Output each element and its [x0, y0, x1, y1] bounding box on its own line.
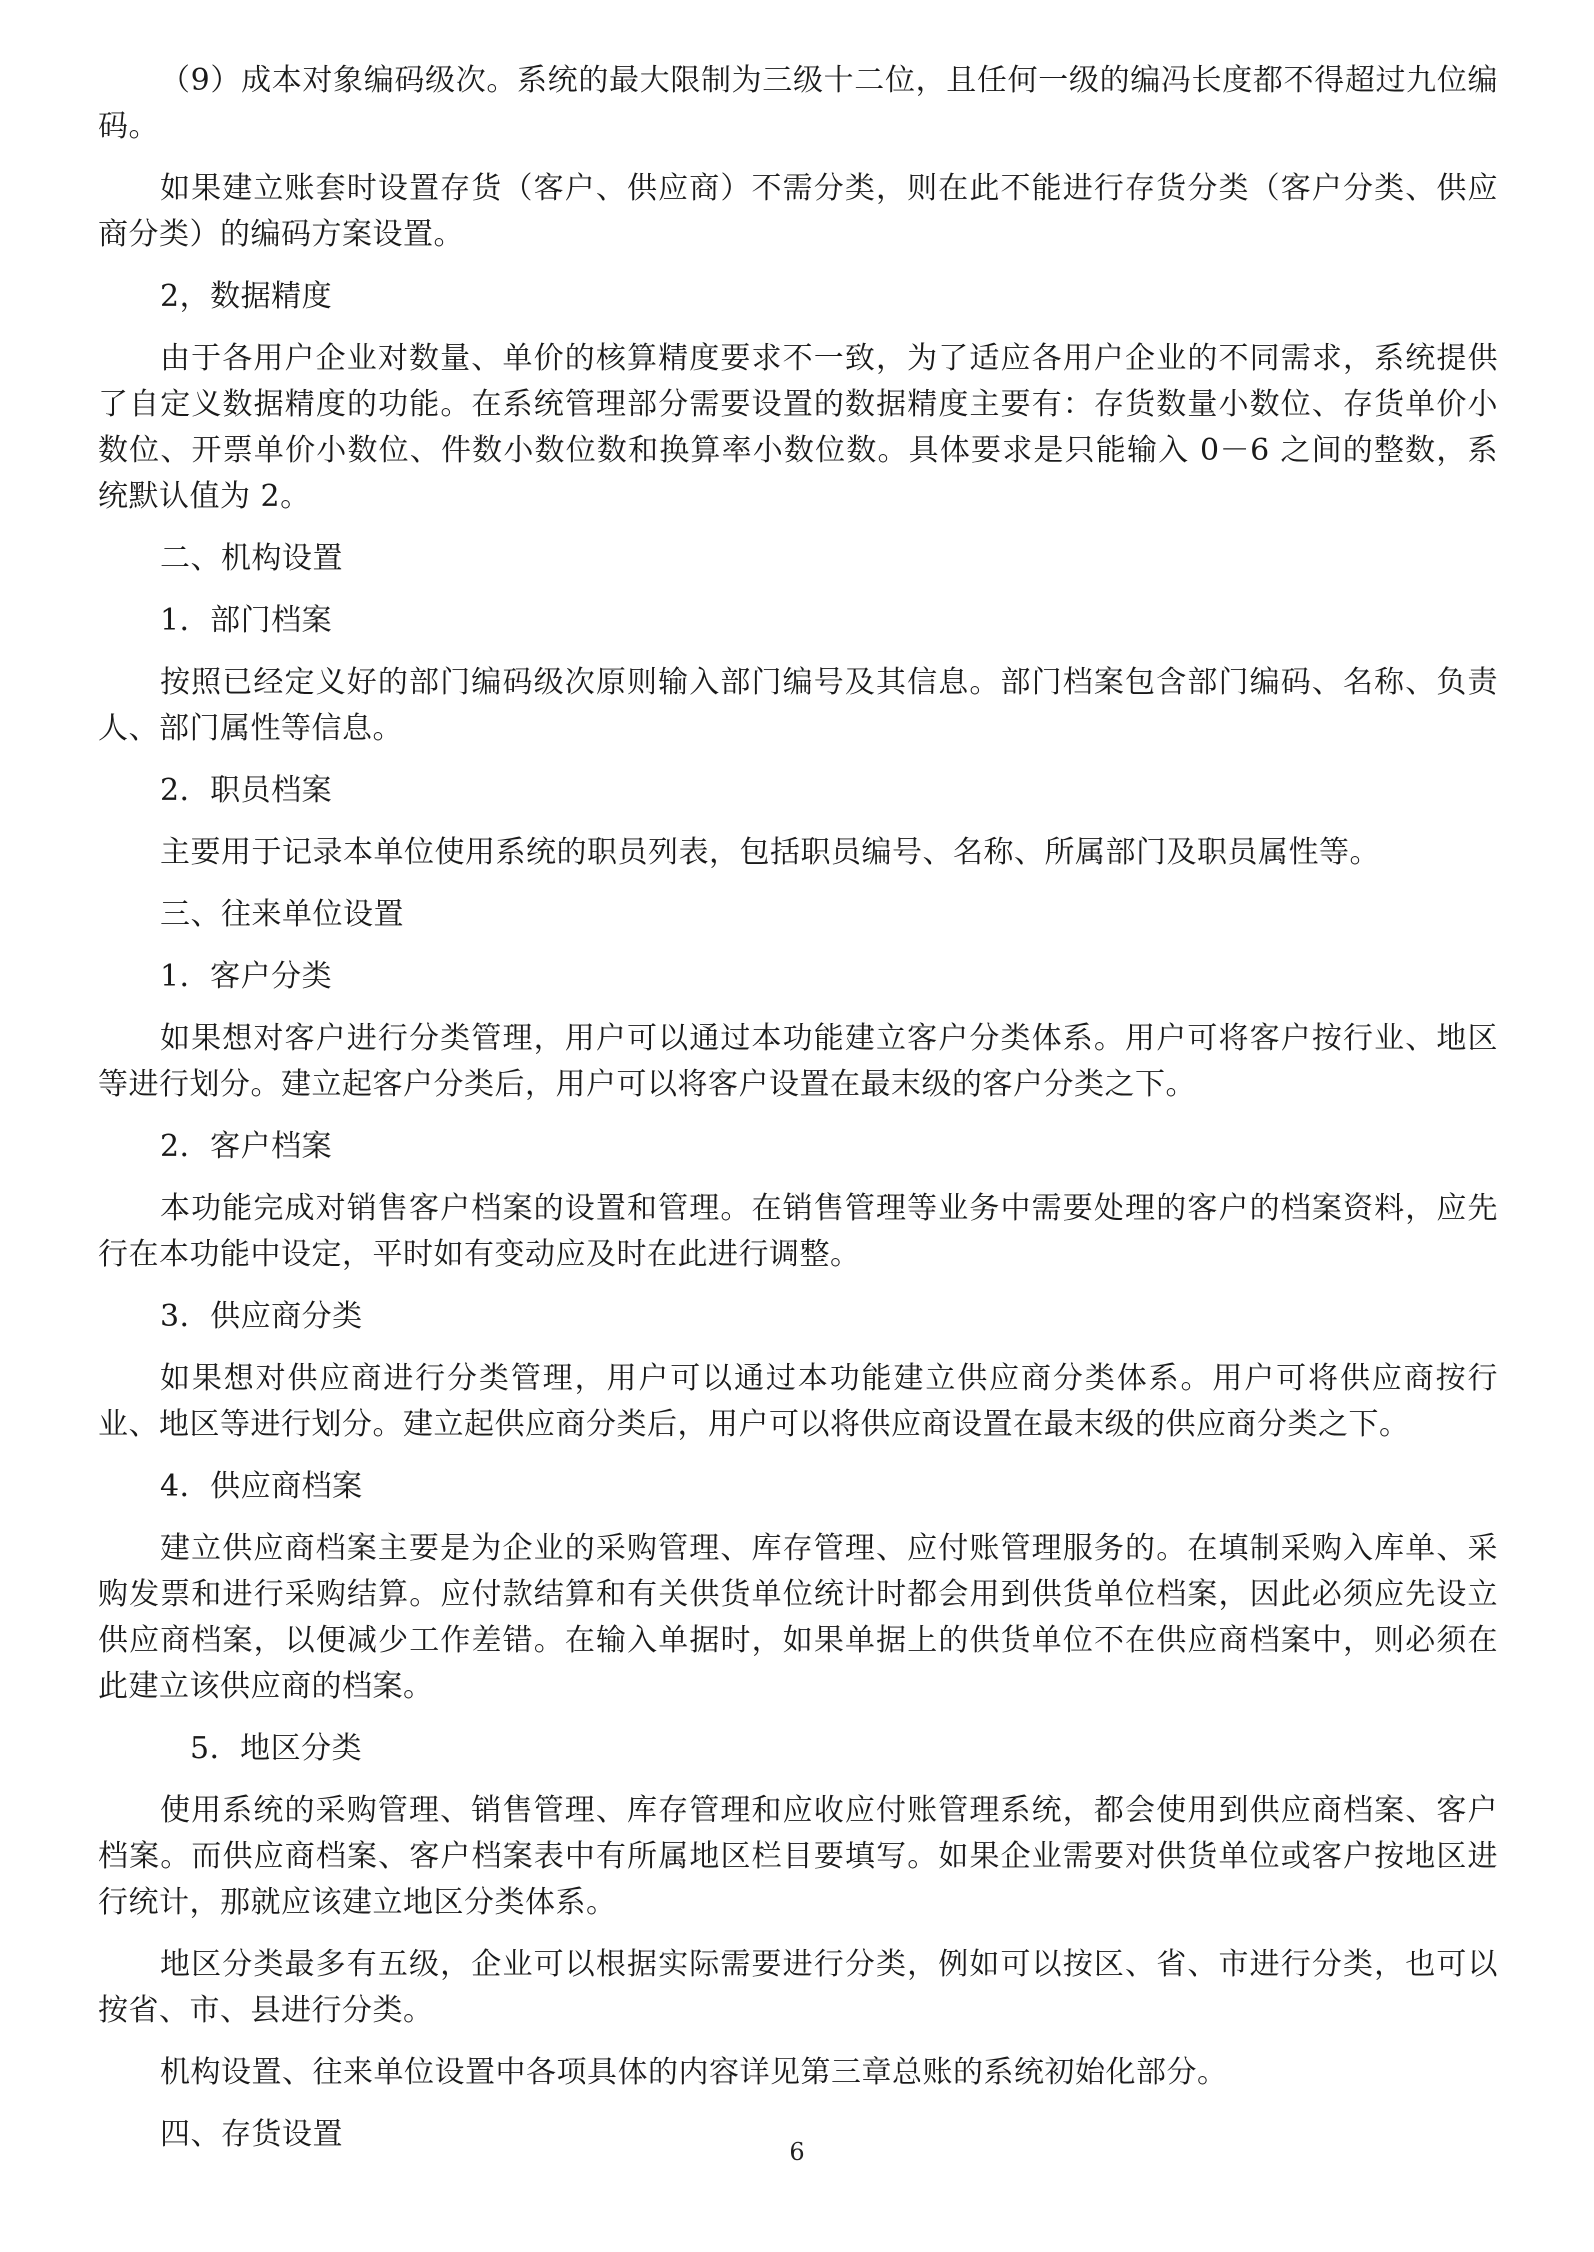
- heading-customer-class: 1．客户分类: [160, 959, 333, 994]
- heading-region-class: 5．地区分类: [190, 1731, 363, 1766]
- para-cost-object-coding: （9）成本对象编码级次。系统的最大限制为三级十二位，且任何一级的编冯长度都不得超过九位编码。: [98, 63, 1498, 144]
- heading-business-units: 三、往来单位设置: [160, 897, 404, 932]
- para-region-class: 使用系统的采购管理、销售管理、库存管理和应收应付账管理系统，都会使用到供应商档案、客户档案。而供应商档案、客户档案表中有所属地区栏目要填写。如果企业需要对供货单位或客户按地区进行统计，那就应该建立地区分类体系。: [98, 1793, 1498, 1920]
- heading-customer-file: 2．客户档案: [160, 1129, 333, 1164]
- page-number: 6: [789, 2138, 805, 2166]
- para-see-chapter-three: 机构设置、往来单位设置中各项具体的内容详见第三章总账的系统初始化部分。: [160, 2055, 1228, 2090]
- heading-inventory-settings: 四、存货设置: [160, 2117, 343, 2152]
- para-customer-file: 本功能完成对销售客户档案的设置和管理。在销售管理等业务中需要处理的客户的档案资料，应先行在本功能中设定，平时如有变动应及时在此进行调整。: [98, 1191, 1498, 1272]
- para-customer-class: 如果想对客户进行分类管理，用户可以通过本功能建立客户分类体系。用户可将客户按行业、地区等进行划分。建立起客户分类后，用户可以将客户设置在最末级的客户分类之下。: [98, 1021, 1498, 1102]
- para-supplier-file: 建立供应商档案主要是为企业的采购管理、库存管理、应付账管理服务的。在填制采购入库单、采购发票和进行采购结算。应付款结算和有关供货单位统计时都会用到供货单位档案，因此必须应先设立供应商档案，以便减少工作差错。在输入单据时，如果单据上的供货单位不在供应商档案中，则必须在此建立该供应商的档案。: [98, 1531, 1498, 1704]
- page-body: [98, 58, 1498, 2174]
- heading-data-precision: 2，数据精度: [160, 279, 333, 314]
- para-classification-note: 如果建立账套时设置存货（客户、供应商）不需分类，则在此不能进行存货分类（客户分类、供应商分类）的编码方案设置。: [98, 171, 1498, 252]
- para-data-precision: 由于各用户企业对数量、单价的核算精度要求不一致，为了适应各用户企业的不同需求，系统提供了自定义数据精度的功能。在系统管理部分需要设置的数据精度主要有：存货数量小数位、存货单价小数位、开票单价小数位、件数小数位数和换算率小数位数。具体要求是只能输入 0－6 之间的整数，系统默认值为 2。: [98, 341, 1498, 514]
- para-department-file: 按照已经定义好的部门编码级次原则输入部门编号及其信息。部门档案包含部门编码、名称、负责人、部门属性等信息。: [98, 665, 1498, 746]
- heading-supplier-class: 3．供应商分类: [160, 1299, 363, 1334]
- heading-org-settings: 二、机构设置: [160, 541, 343, 576]
- para-region-levels: 地区分类最多有五级，企业可以根据实际需要进行分类，例如可以按区、省、市进行分类，也可以按省、市、县进行分类。: [98, 1947, 1498, 2028]
- para-staff-file: 主要用于记录本单位使用系统的职员列表，包括职员编号、名称、所属部门及职员属性等。: [160, 835, 1380, 870]
- para-supplier-class: 如果想对供应商进行分类管理，用户可以通过本功能建立供应商分类体系。用户可将供应商按行业、地区等进行划分。建立起供应商分类后，用户可以将供应商设置在最末级的供应商分类之下。: [98, 1361, 1498, 1442]
- heading-department-file: 1．部门档案: [160, 603, 333, 638]
- heading-staff-file: 2．职员档案: [160, 773, 333, 808]
- heading-supplier-file: 4．供应商档案: [160, 1469, 363, 1504]
